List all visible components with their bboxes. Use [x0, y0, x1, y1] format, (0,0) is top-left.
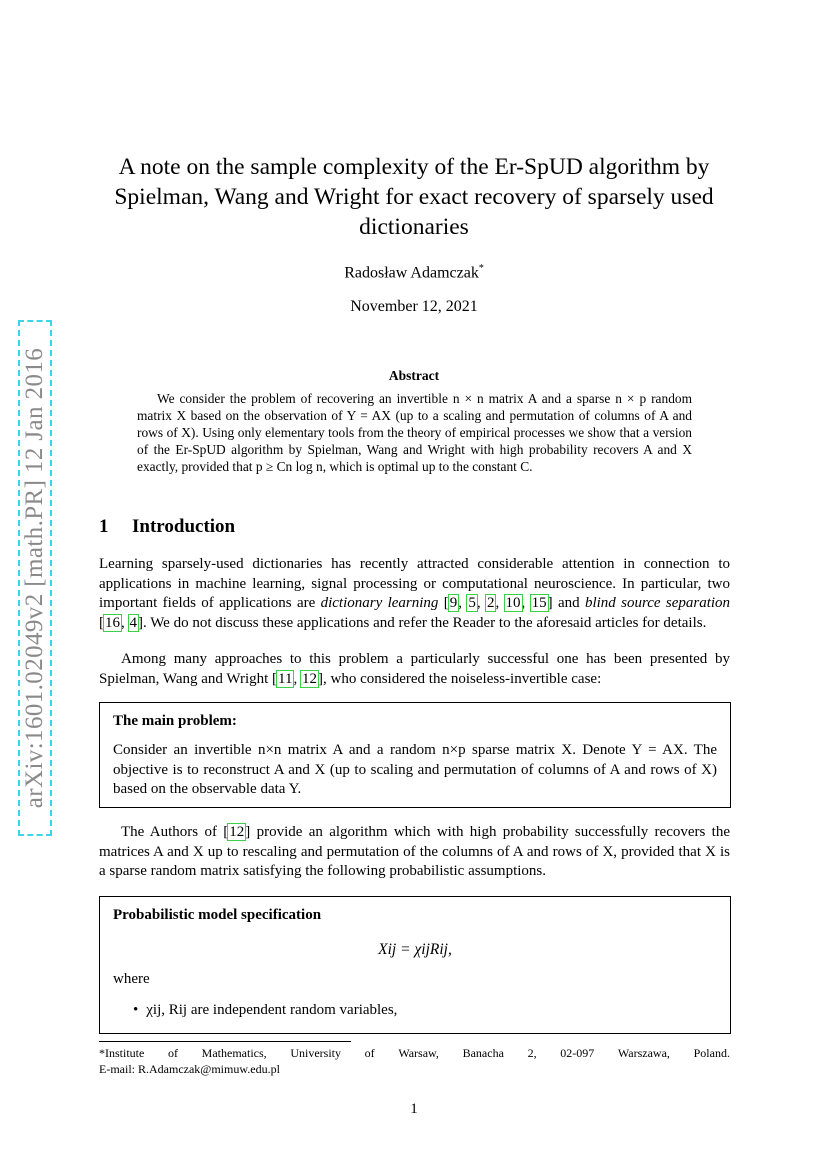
text-run: , who considered the noiseless-invertible case: [322, 670, 602, 687]
title-line: dictionaries [359, 214, 469, 240]
probabilistic-model-box [99, 896, 731, 1034]
box-title: The main problem: [113, 713, 237, 729]
footnote-word: Banacha [462, 1046, 504, 1060]
emph-blind-source-separation: blind source separation [584, 595, 731, 611]
emph-dictionary-learning: dictionary learning [320, 595, 439, 611]
footnote-word: of [168, 1046, 178, 1060]
where-label: where [113, 971, 150, 987]
text-run: and [552, 595, 585, 611]
footnote-word: Warsaw, [398, 1046, 439, 1060]
text-run: The Authors of [121, 824, 224, 840]
box-title: Probabilistic model specification [113, 907, 322, 923]
footnote-email: E-mail: R.Adamczak@mimuw.edu.pl [99, 1061, 280, 1076]
footnote-word: University [290, 1046, 341, 1060]
abstract-heading: Abstract [388, 368, 440, 383]
text-run: provide an algorithm which with high probability successfully recovers the matrices A and X up to rescaling and permutation of the columns of A and rows of X, provided that X is a sparse random matrix satisfying the following probabilistic assumptions. [99, 824, 730, 879]
citation-link[interactable]: 9 [449, 595, 458, 611]
footnote-affiliation [99, 1046, 730, 1062]
bullet-text: χij, Rij are independent random variables, [146, 1002, 398, 1018]
citation-link[interactable]: 12 [301, 670, 317, 687]
date: November 12, 2021 [350, 298, 478, 315]
citation-link[interactable]: 4 [129, 614, 137, 631]
intro-paragraph-1: Learning sparsely-used dictionaries has recently attracted considerable attention in connection to applications in machine learning, signal processing or computational neuroscience. In particular, two important fields of applications are dictionary learning [9, 5, 2, 10, 15] and blind source separation [16, 4]. We do not discuss these applications and refer the Reader to the aforesaid articles for details. [99, 556, 731, 631]
arxiv-stamp [18, 320, 52, 836]
citation-link[interactable]: 2 [486, 595, 495, 611]
footnote-word: of [364, 1046, 375, 1060]
intro-paragraph-2: Among many approaches to this problem a particularly successful one has been presented by Spielman, Wang and Wright [11, 12], who considered the noiseless-invertible case: [99, 651, 730, 687]
display-formula: Xij = χijRij, [378, 941, 452, 958]
footnote-word: Mathematics, [201, 1046, 267, 1060]
intro-paragraph-3: The Authors of [12] provide an algorithm which with high probability successfully recovers the matrices A and X up to rescaling and permutation of the columns of A and rows of X, provided that X is a sparse random matrix satisfying the following probabilistic assumptions. [99, 824, 730, 879]
title-line: A note on the sample complexity of the Er-SpUD algorithm by [118, 154, 710, 180]
section-number: 1 [99, 516, 109, 537]
arxiv-identifier: arXiv:1601.02049v2 [math.PR] 12 Jan 2016 [21, 347, 49, 809]
citation-link[interactable]: 11 [278, 670, 293, 687]
footnote-rule [99, 1041, 351, 1042]
footnote-word: Warszawa, [617, 1046, 670, 1060]
author-name: Radosław Adamczak [344, 264, 479, 282]
footnote [99, 1046, 730, 1077]
text-run: Learning sparsely-used dictionaries has recently attracted considerable attention in connection to applications in machine learning, signal processing or computational neuroscience. In particular, two important fields of applications are [99, 556, 730, 611]
footnote-word: Poland. [693, 1046, 730, 1060]
author [100, 263, 728, 282]
citation-link[interactable]: 10 [505, 595, 521, 611]
box-body: Consider an invertible n×n matrix A and a random n×p sparse matrix X. Denote Y = AX. The objective is to reconstruct A and X (up to scaling and permutation of columns of A and rows of X) based on the observable data Y. [113, 742, 717, 797]
citation-link[interactable]: 15 [531, 595, 547, 611]
page-number: 1 [410, 1101, 418, 1117]
title-line: Spielman, Wang and Wright for exact recovery of sparsely used [114, 184, 714, 210]
abstract-body: We consider the problem of recovering an invertible n × n matrix A and a sparse n × p random matrix X based on the observation of Y = AX (up to a scaling and permutation of columns of A and rows of X). Using only elementary tools from the theory of empirical processes we show that a version of the Er-SpUD algorithm by Spielman, Wang and Wright with high probability recovers A and X exactly, provided that p ≥ Cn log n, which is optimal up to the constant C. [137, 391, 692, 474]
citation-link[interactable]: 5 [468, 595, 476, 611]
citation-link[interactable]: 16 [105, 614, 120, 631]
citation-link[interactable]: 12 [229, 824, 245, 840]
citation-list-3: 11, 12 [278, 670, 317, 687]
bullet-icon: • [133, 1002, 139, 1018]
paper-title [100, 152, 728, 242]
section-heading [99, 516, 235, 538]
bullet-item [133, 1002, 397, 1019]
footnote-word: 2, [527, 1046, 537, 1060]
main-problem-box [99, 702, 731, 808]
text-run: . We do not discuss these applications and refer the Reader to the aforesaid articles for details. [143, 614, 707, 631]
citation-list-2: 16, 4 [105, 614, 137, 631]
citation-list-1: 9, 5, 2, 10, 15 [449, 595, 547, 611]
text-run: Among many approaches to this problem a particularly successful one has been presented by Spielman, Wang and Wright [99, 651, 730, 687]
section-title: Introduction [132, 516, 236, 537]
footnote-word: 02-097 [560, 1046, 595, 1060]
footnote-word: *Institute [99, 1046, 145, 1060]
author-footnote-mark[interactable]: * [478, 263, 484, 274]
